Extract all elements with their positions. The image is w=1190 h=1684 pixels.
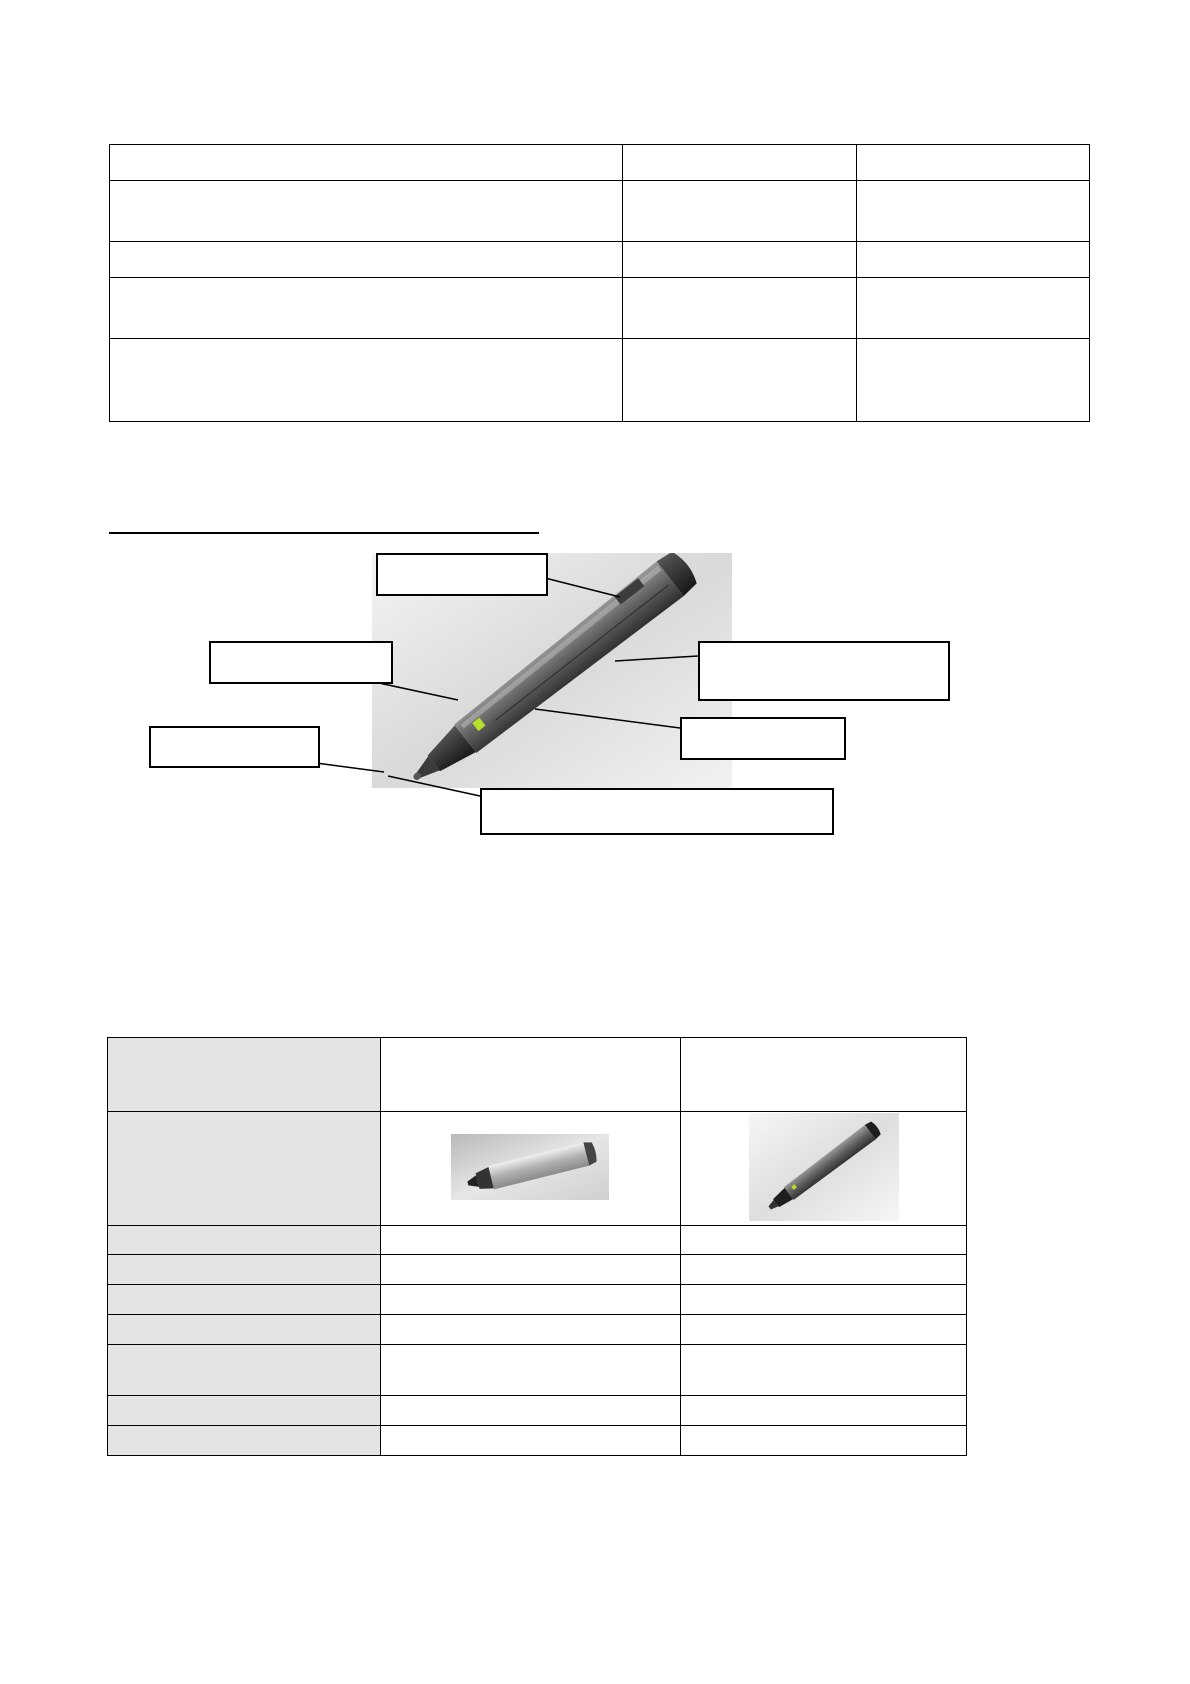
table-cell bbox=[681, 1345, 967, 1396]
section-heading bbox=[109, 514, 539, 534]
table-cell bbox=[380, 1345, 681, 1396]
table-header-cell bbox=[681, 1038, 967, 1112]
table-header-row bbox=[108, 1038, 967, 1112]
callout-top-button bbox=[376, 553, 548, 596]
table-cell bbox=[681, 1396, 967, 1426]
table-cell bbox=[623, 278, 857, 339]
table-row bbox=[110, 242, 1090, 278]
table-cell bbox=[108, 1255, 381, 1285]
table-cell bbox=[110, 145, 623, 181]
table-header-cell bbox=[380, 1038, 681, 1112]
spec-table bbox=[107, 1037, 967, 1456]
table-cell bbox=[380, 1426, 681, 1456]
table-row bbox=[108, 1396, 967, 1426]
table-cell bbox=[681, 1112, 967, 1226]
callout-seam bbox=[680, 717, 846, 760]
table-cell bbox=[380, 1315, 681, 1345]
table-cell bbox=[108, 1345, 381, 1396]
table-cell bbox=[681, 1315, 967, 1345]
table-cell bbox=[857, 339, 1090, 422]
table-cell bbox=[623, 242, 857, 278]
table-cell bbox=[380, 1112, 681, 1226]
table-cell bbox=[857, 278, 1090, 339]
table-cell bbox=[380, 1396, 681, 1426]
table-cell bbox=[110, 339, 623, 422]
table-cell bbox=[110, 278, 623, 339]
image-row-label bbox=[108, 1112, 381, 1226]
table-cell bbox=[857, 242, 1090, 278]
table-cell bbox=[681, 1285, 967, 1315]
table-row bbox=[108, 1226, 967, 1255]
callout-nib bbox=[480, 788, 834, 835]
table-row bbox=[110, 339, 1090, 422]
table-cell bbox=[108, 1226, 381, 1255]
table-row bbox=[108, 1315, 967, 1345]
table-row bbox=[110, 181, 1090, 242]
callout-body bbox=[698, 641, 950, 701]
table-cell bbox=[108, 1426, 381, 1456]
table-cell bbox=[380, 1226, 681, 1255]
table-cell bbox=[623, 145, 857, 181]
callout-tip bbox=[149, 726, 320, 768]
table-cell bbox=[681, 1226, 967, 1255]
table-cell bbox=[110, 181, 623, 242]
table-cell bbox=[857, 181, 1090, 242]
silver-interactive-pen-icon bbox=[451, 1134, 609, 1200]
top-table bbox=[109, 144, 1090, 422]
table-cell bbox=[681, 1426, 967, 1456]
callout-led bbox=[209, 641, 393, 684]
table-cell bbox=[108, 1285, 381, 1315]
table-cell bbox=[108, 1396, 381, 1426]
table-row bbox=[108, 1112, 967, 1226]
table-cell bbox=[623, 181, 857, 242]
table-cell bbox=[380, 1285, 681, 1315]
table-cell bbox=[681, 1255, 967, 1285]
table-row bbox=[108, 1345, 967, 1396]
table-row bbox=[108, 1426, 967, 1456]
table-cell bbox=[380, 1255, 681, 1285]
grey-interactive-pen-icon bbox=[749, 1113, 899, 1221]
table-row bbox=[110, 145, 1090, 181]
table-row bbox=[110, 278, 1090, 339]
table-cell bbox=[108, 1315, 381, 1345]
table-cell bbox=[110, 242, 623, 278]
table-cell bbox=[857, 145, 1090, 181]
table-row bbox=[108, 1255, 967, 1285]
heading-underline bbox=[109, 532, 539, 534]
table-cell bbox=[623, 339, 857, 422]
table-header-cell bbox=[108, 1038, 381, 1112]
table-row bbox=[108, 1285, 967, 1315]
